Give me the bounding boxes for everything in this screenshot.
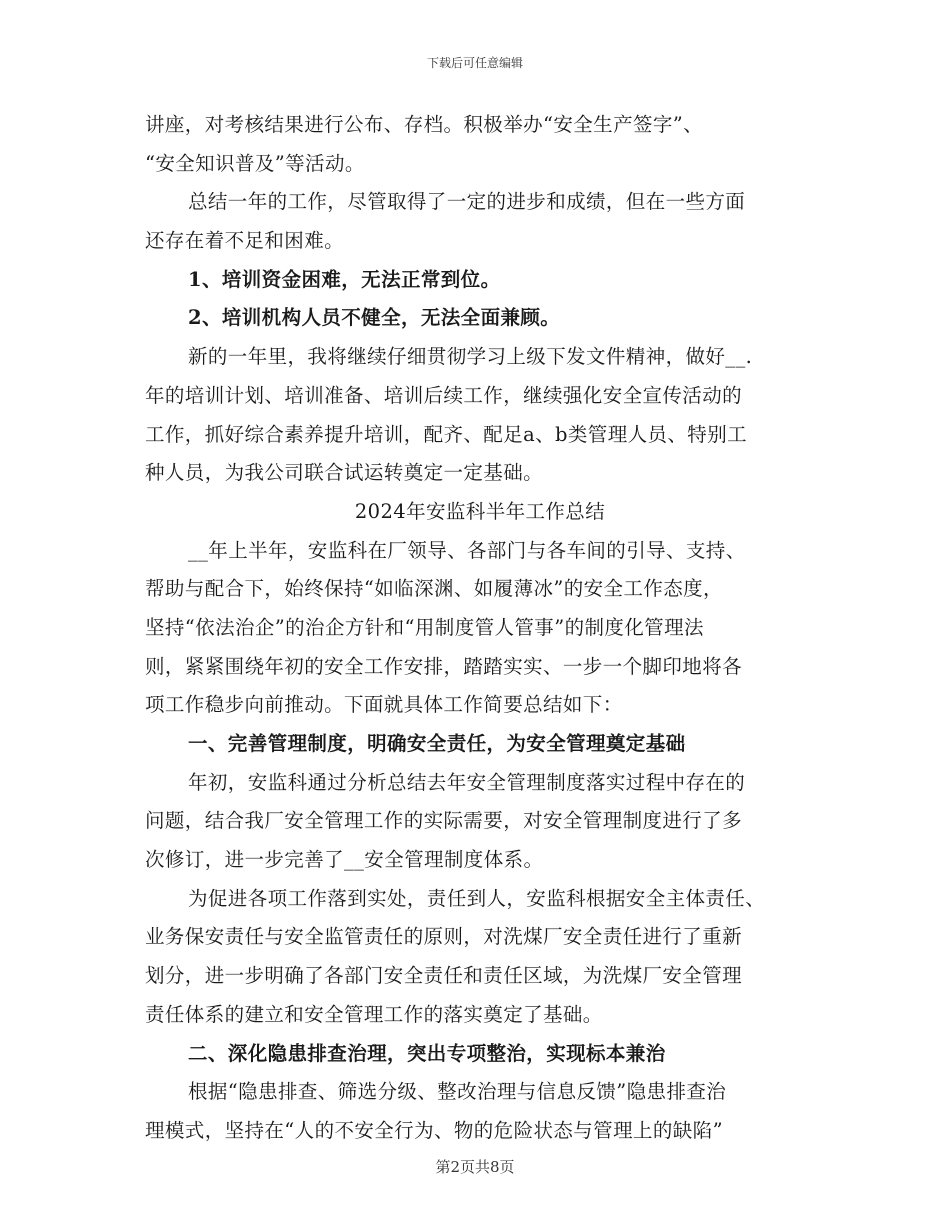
- list-item: 2、培训机构人员不健全，无法全面兼顾。: [188, 306, 561, 330]
- body-line: __年上半年，安监科在厂领导、各部门与各车间的引导、支持、: [188, 538, 746, 562]
- list-item: 1、培训资金困难，无法正常到位。: [188, 267, 501, 291]
- body-line: 业务保安责任与安全监管责任的原则，对洗煤厂安全责任进行了重新: [145, 925, 743, 949]
- body-line: “安全知识普及”等活动。: [145, 151, 365, 175]
- body-line: 划分，进一步明确了各部门安全责任和责任区域，为洗煤厂安全管理: [145, 964, 743, 988]
- section-title: 2024年安监科半年工作总结: [354, 499, 606, 523]
- page-footer: 第2页共8页: [435, 1158, 515, 1176]
- body-line: 帮助与配合下，始终保持“如临深渊、如履薄冰”的安全工作态度，: [145, 577, 723, 601]
- subheading: 一、完善管理制度，明确安全责任，为安全管理奠定基础: [188, 732, 686, 755]
- body-line: 总结一年的工作，尽管取得了一定的进步和成绩，但在一些方面: [188, 190, 746, 214]
- body-line: 责任体系的建立和安全管理工作的落实奠定了基础。: [145, 1002, 603, 1026]
- body-line: 工作，抓好综合素养提升培训，配齐、配足a、b类管理人员、特别工: [145, 422, 748, 446]
- body-line: 根据“隐患排查、筛选分级、整改治理与信息反馈”隐患排查治: [188, 1080, 727, 1104]
- page-header: 下载后可任意编辑: [426, 56, 523, 70]
- document-body: [145, 106, 815, 1151]
- body-line: 则，紧紧围绕年初的安全工作安排，踏踏实实、一步一个脚印地将各: [145, 654, 743, 678]
- body-line: 为促进各项工作落到实处，责任到人，安监科根据安全主体责任、: [188, 886, 766, 910]
- body-line: 年的培训计划、培训准备、培训后续工作，继续强化安全宣传活动的: [145, 383, 743, 407]
- body-line: 坚持“依法治企”的治企方针和“用制度管人管事”的制度化管理法: [145, 615, 704, 639]
- body-line: 还存在着不足和困难。: [145, 229, 345, 253]
- body-line: 次修订，进一步完善了__安全管理制度体系。: [145, 848, 544, 872]
- body-line: 讲座，对考核结果进行公布、存档。积极举办“安全生产签字”、: [145, 113, 704, 136]
- body-line: 理模式，坚持在“人的不安全行为、物的危险状态与管理上的缺陷”: [145, 1118, 723, 1142]
- body-line: 新的一年里，我将继续仔细贯彻学习上级下发文件精神，做好__.: [188, 345, 753, 369]
- subheading: 二、深化隐患排查治理，突出专项整治，实现标本兼治: [188, 1041, 666, 1065]
- body-line: 项工作稳步向前推动。下面就具体工作简要总结如下：: [145, 693, 623, 717]
- body-line: 问题，结合我厂安全管理工作的实际需要，对安全管理制度进行了多: [145, 809, 743, 833]
- body-line: 种人员，为我公司联合试运转奠定一定基础。: [145, 461, 544, 485]
- body-line: 年初，安监科通过分析总结去年安全管理制度落实过程中存在的: [188, 770, 746, 794]
